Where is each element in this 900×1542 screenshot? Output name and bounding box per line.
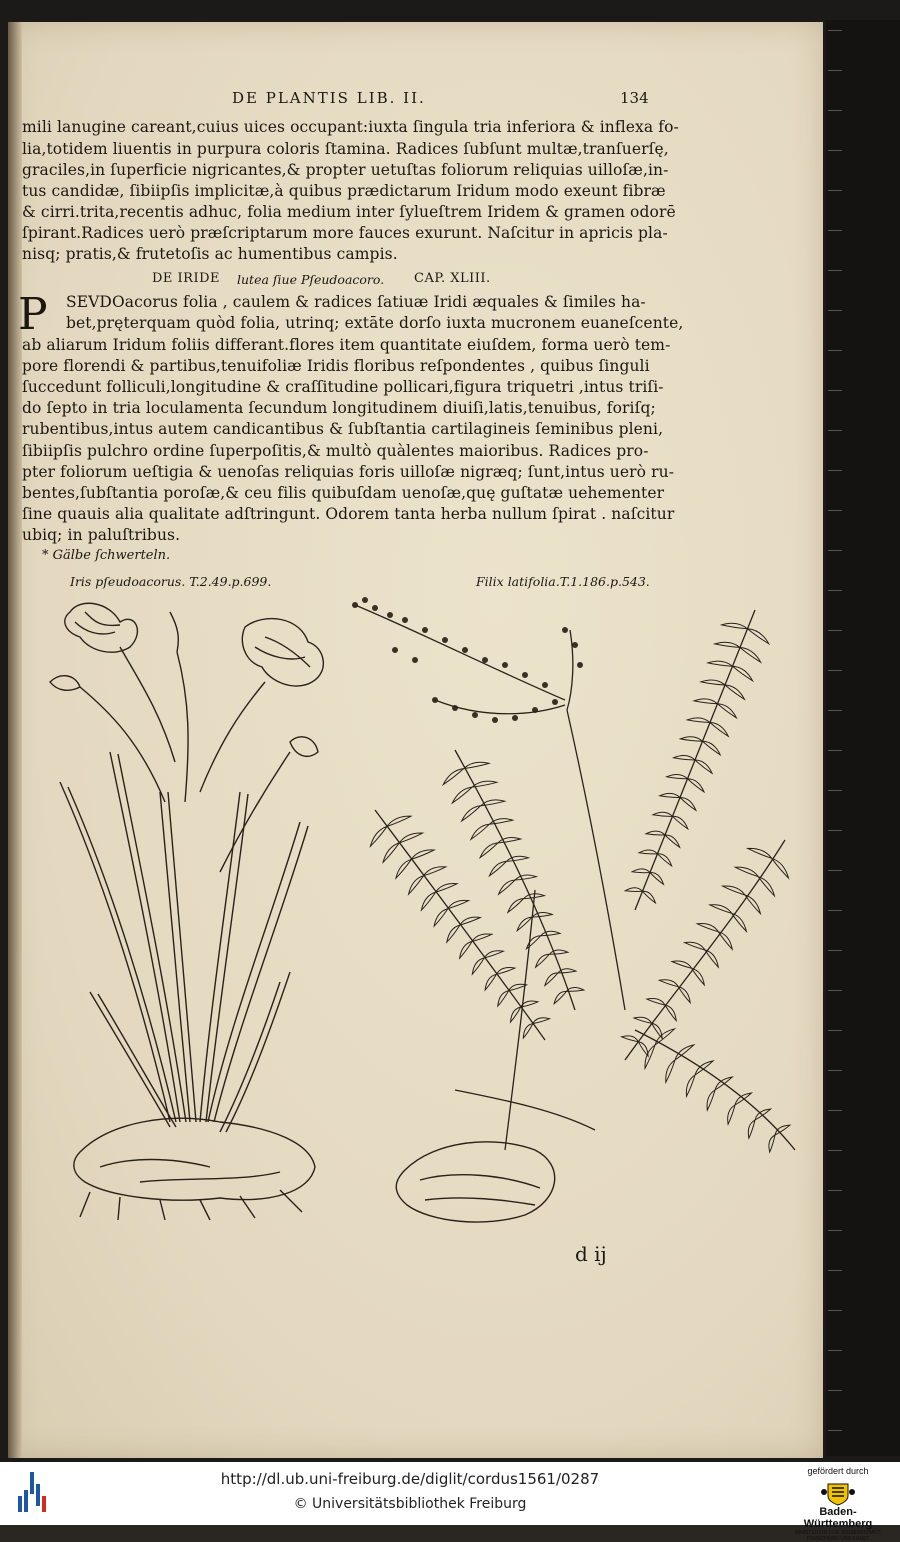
page-url[interactable]: http://dl.ub.uni-freiburg.de/diglit/cordus1561/0287 xyxy=(220,1470,600,1488)
iris-woodcut-illustration xyxy=(40,592,350,1222)
chapter-line: ſine quauis alia qualitate adſtringunt. Odorem tanta herba nullum ſpirat . naſcitur xyxy=(22,505,675,523)
ruler-tick xyxy=(828,230,842,231)
fern-pinna xyxy=(725,685,745,699)
chapter-title-italic: lutea ſiue Pſeudoacoro. xyxy=(237,272,385,287)
chapter-line: SEVDOacorus folia , caulem & radices ſatiuæ Iridi æquales & ſimiles ha- xyxy=(66,293,646,311)
fern-pinna xyxy=(622,1036,639,1042)
fern-pinna xyxy=(667,774,688,778)
fern-pinna xyxy=(370,826,387,846)
ruler-tick xyxy=(828,1070,842,1071)
fern-pinna xyxy=(655,1029,675,1045)
ruler-tick xyxy=(828,870,842,871)
fern-pinna xyxy=(383,843,399,862)
fern-pinna xyxy=(740,648,761,663)
fern-pinna xyxy=(515,875,536,880)
ruler-tick xyxy=(828,790,842,791)
fern-pinna xyxy=(748,848,772,858)
text-line: mili lanugine careant,cuius uices occupant:iuxta ſingula tria inferiora & inflexa fo- xyxy=(22,118,679,136)
ruler-tick xyxy=(828,910,842,911)
fern-pinna xyxy=(409,876,424,895)
fern-pinna xyxy=(665,1005,676,1021)
ruler-tick xyxy=(828,670,842,671)
chapter-line: ab aliarum Iridum foliis differant.flores item quantitate eiuſdem, forma uerò tem- xyxy=(22,336,671,354)
ruler-tick xyxy=(828,30,842,31)
fern-pinna xyxy=(703,741,721,755)
fern-pinna xyxy=(452,787,472,803)
fern-pinna xyxy=(549,950,568,954)
drop-cap: P xyxy=(18,289,48,340)
fern-pinna xyxy=(758,877,774,896)
fern-pinna xyxy=(732,913,747,931)
fern-pinna xyxy=(480,843,498,858)
fern-pinna xyxy=(688,779,705,792)
text-line: lia,totidem liuentis in purpura coloris ſtamina. Radices ſubſunt multæ,tranſuerſę, xyxy=(22,140,669,158)
ruler-tick xyxy=(828,630,842,631)
ruler-tick xyxy=(828,110,842,111)
fern-pinna xyxy=(472,781,497,787)
fern-pinna xyxy=(707,1090,715,1110)
fern-pinna xyxy=(484,951,503,958)
ruler-tick xyxy=(828,190,842,191)
scan-ruler xyxy=(826,20,900,1456)
fern-pinna xyxy=(396,859,412,878)
ruler-tick xyxy=(828,1150,842,1151)
fern-pinna xyxy=(499,880,515,894)
fern-pinna xyxy=(498,837,521,842)
fern-pinna xyxy=(748,1120,755,1138)
fern-pinna xyxy=(625,888,642,892)
fern-pinna xyxy=(554,991,566,1003)
ruler-tick xyxy=(828,950,842,951)
fern-pinna xyxy=(526,936,540,949)
signature-mark: d ij xyxy=(575,1242,607,1266)
fern-pinna xyxy=(533,1018,550,1024)
fern-pinna xyxy=(772,858,789,878)
fern-pinna xyxy=(448,900,469,908)
sponsor-name: Baden-Württemberg xyxy=(803,1506,873,1530)
fern-pinna xyxy=(462,806,481,821)
fern-pinna xyxy=(471,824,489,839)
fern-pinna xyxy=(674,756,696,760)
fern-pinna xyxy=(659,980,678,987)
chapter-line: rubentibus,intus autem candicantibus & ſubſtantia cartilagineis ſeminibus pleni, xyxy=(22,420,664,438)
chapter-number: CAP. XLIII. xyxy=(414,271,491,286)
fern-pinna xyxy=(508,899,524,913)
fern-pinna xyxy=(545,973,558,986)
fern-pinna xyxy=(686,1075,695,1096)
fern-pinna xyxy=(464,762,489,768)
viewer-footer xyxy=(0,1462,900,1542)
text-line: ſpirant.Radices uerò præſcriptarum more fauces exurunt. Naſcitur in apricis pla- xyxy=(22,224,668,242)
fern-pinna xyxy=(660,793,680,797)
fern-pinna xyxy=(460,917,480,925)
ruler-tick xyxy=(828,430,842,431)
text-line: graciles,in ſuperficie nigricantes,& propter uetuſtas foliorum reliquias uilloſæ,in- xyxy=(22,161,669,179)
ruler-tick xyxy=(828,1190,842,1191)
copyright-notice: © Universitätsbibliothek Freiburg xyxy=(293,1496,527,1512)
running-head: DE PLANTIS LIB. II. xyxy=(232,89,426,107)
chapter-line: do ſepto in tria loculamenta ſecundum longitudinem diuiſi,latis,tenuibus, foriſq; xyxy=(22,399,656,417)
chapter-line: ſuccedunt folliculi,longitudine & craſſitudine pollicari,figura triquetri ,intus triſi- xyxy=(22,378,664,396)
ruler-tick xyxy=(828,390,842,391)
fern-pinna xyxy=(769,1135,775,1152)
fern-pinna xyxy=(665,835,680,847)
chapter-line: pter foliorum ueſtigia & uenoſas reliquias foris uilloſæ nigræq; ſunt,intus uerò ru- xyxy=(22,463,675,481)
figure-left-caption: Iris pſeudoacorus. T.2.49.p.699. xyxy=(70,574,272,589)
fern-pinna xyxy=(672,961,692,968)
fern-pinna xyxy=(485,974,496,990)
fern-pinna xyxy=(653,812,673,816)
fern-pinna xyxy=(695,760,712,773)
fern-pinna xyxy=(447,925,460,942)
fern-pinna xyxy=(680,737,702,742)
fern-pinna xyxy=(775,1125,790,1135)
fern-pinna xyxy=(687,718,710,723)
page-gutter xyxy=(8,22,22,1458)
fern-pinna xyxy=(532,913,552,918)
fern-pinna xyxy=(639,850,658,854)
fern-pinna xyxy=(708,661,733,666)
ruler-tick xyxy=(828,550,842,551)
ruler-tick xyxy=(828,1030,842,1031)
fern-pinna xyxy=(460,941,473,958)
fern-pinna xyxy=(710,723,728,737)
fern-pinna xyxy=(496,968,515,975)
chapter-line: ubiq; in paluſtribus. xyxy=(22,526,181,544)
fern-pinna xyxy=(695,1061,713,1075)
ruler-tick xyxy=(828,1310,842,1311)
fern-pinna xyxy=(489,861,506,876)
ruler-tick xyxy=(828,1230,842,1231)
ruler-tick xyxy=(828,150,842,151)
ruler-tick xyxy=(828,1430,842,1431)
fern-pinna xyxy=(517,917,532,931)
chapter-line: pore florendi & partibus,tenuifoliæ Iridis floribus reſpondentes , quibus ſinguli xyxy=(22,357,650,375)
fern-pinna xyxy=(647,998,665,1005)
fern-pinna xyxy=(680,797,696,810)
ruler-tick xyxy=(828,70,842,71)
fern-pinna xyxy=(634,1017,652,1023)
fern-pinna xyxy=(705,950,718,967)
ruler-tick xyxy=(828,310,842,311)
fern-pinna xyxy=(481,800,505,806)
ruler-tick xyxy=(828,470,842,471)
fern-pinna xyxy=(536,954,550,967)
fern-pinna xyxy=(498,991,509,1006)
text-line: nisq; pratis,& frutetoſis ac humentibus campis. xyxy=(22,245,398,263)
fern-pinna xyxy=(472,934,492,941)
sponsor-ministry: MINISTERIUM FÜR WISSENSCHAFT, FORSCHUNG UND KUNST xyxy=(794,1530,882,1542)
ruler-tick xyxy=(828,1110,842,1111)
fern-pinna xyxy=(650,872,664,884)
fern-pinna xyxy=(646,831,665,835)
fern-pinna xyxy=(748,629,769,644)
fern-pinna xyxy=(511,1007,521,1022)
ruler-tick xyxy=(828,590,842,591)
fern-pinna xyxy=(685,942,705,950)
ruler-tick xyxy=(828,1350,842,1351)
fern-pinna xyxy=(411,850,434,859)
fern-woodcut-illustration xyxy=(335,590,800,1230)
fern-pinna xyxy=(733,666,753,681)
fern-pinna xyxy=(697,924,718,932)
fern-pinna xyxy=(728,1105,735,1124)
fern-pinna xyxy=(723,886,746,895)
ruler-tick xyxy=(828,990,842,991)
fern-pinna xyxy=(673,816,688,829)
ruler-tick xyxy=(828,830,842,831)
fern-pinna xyxy=(387,816,411,826)
fern-pinna xyxy=(436,884,458,893)
fern-pinna xyxy=(715,642,740,647)
sponsor-by-label: gefördert durch xyxy=(807,1466,869,1476)
fern-pinna xyxy=(424,867,446,876)
fern-pinna xyxy=(523,1024,533,1039)
text-line: & cirri.trita,recentis adhuc, folia medium inter ſylueſtrem Iridem & gramen odorē xyxy=(22,203,676,221)
fern-pinna xyxy=(421,892,435,910)
fern-pinna xyxy=(694,699,717,704)
ruler-tick xyxy=(828,710,842,711)
ruler-tick xyxy=(828,1390,842,1391)
figure-right-caption: Filix latifolia.T.1.186.p.543. xyxy=(476,574,650,589)
chapter-title: DE IRIDE xyxy=(152,271,221,286)
ruler-tick xyxy=(828,510,842,511)
ruler-tick xyxy=(828,750,842,751)
chapter-line: bentes,ſubſtantia poroſæ,& ceu filis quibuſdam uenoſæ,quę guſtatæ uehementer xyxy=(22,484,665,502)
fern-pinna xyxy=(658,854,672,866)
fern-pinna xyxy=(722,623,748,629)
text-line: tus candidæ, ſibiipſis implicitæ,à quibus prædictarum Iridum modo exeunt fibræ xyxy=(22,182,666,200)
fern-pinna xyxy=(541,931,560,935)
fern-pinna xyxy=(718,932,732,950)
fern-pinna xyxy=(701,680,725,685)
vernacular-note: * Gälbe ſchwerteln. xyxy=(42,548,171,563)
fern-pinna xyxy=(399,833,422,843)
fern-pinna xyxy=(745,895,760,914)
chapter-line: ſibiipſis pulchro ordine ſuperpoſitis,& multò quàlentes maioribus. Radices pro- xyxy=(22,442,649,460)
fern-pinna xyxy=(666,1060,675,1082)
fern-pinna xyxy=(506,856,528,861)
fern-pinna xyxy=(735,867,758,877)
fern-pinna xyxy=(643,891,656,903)
fern-pinna xyxy=(638,1042,648,1057)
fern-pinna xyxy=(710,905,732,914)
chapter-line: bet,pręterquam quòd folia, utrinq; extāte dorſo iuxta mucronem euaneſcente, xyxy=(66,314,684,332)
ruler-tick xyxy=(828,1270,842,1271)
fern-pinna xyxy=(718,704,737,718)
fern-pinna xyxy=(472,958,484,974)
fern-pinna xyxy=(632,869,650,873)
fern-pinna xyxy=(443,769,463,785)
fern-pinna xyxy=(692,968,705,985)
fern-pinna xyxy=(678,987,690,1003)
fern-pinna xyxy=(434,909,448,927)
sponsor-block xyxy=(790,1466,886,1542)
ruler-tick xyxy=(828,350,842,351)
page-number: 134 xyxy=(620,89,649,107)
baden-wuerttemberg-crest-icon xyxy=(820,1480,856,1506)
ruler-tick xyxy=(828,270,842,271)
